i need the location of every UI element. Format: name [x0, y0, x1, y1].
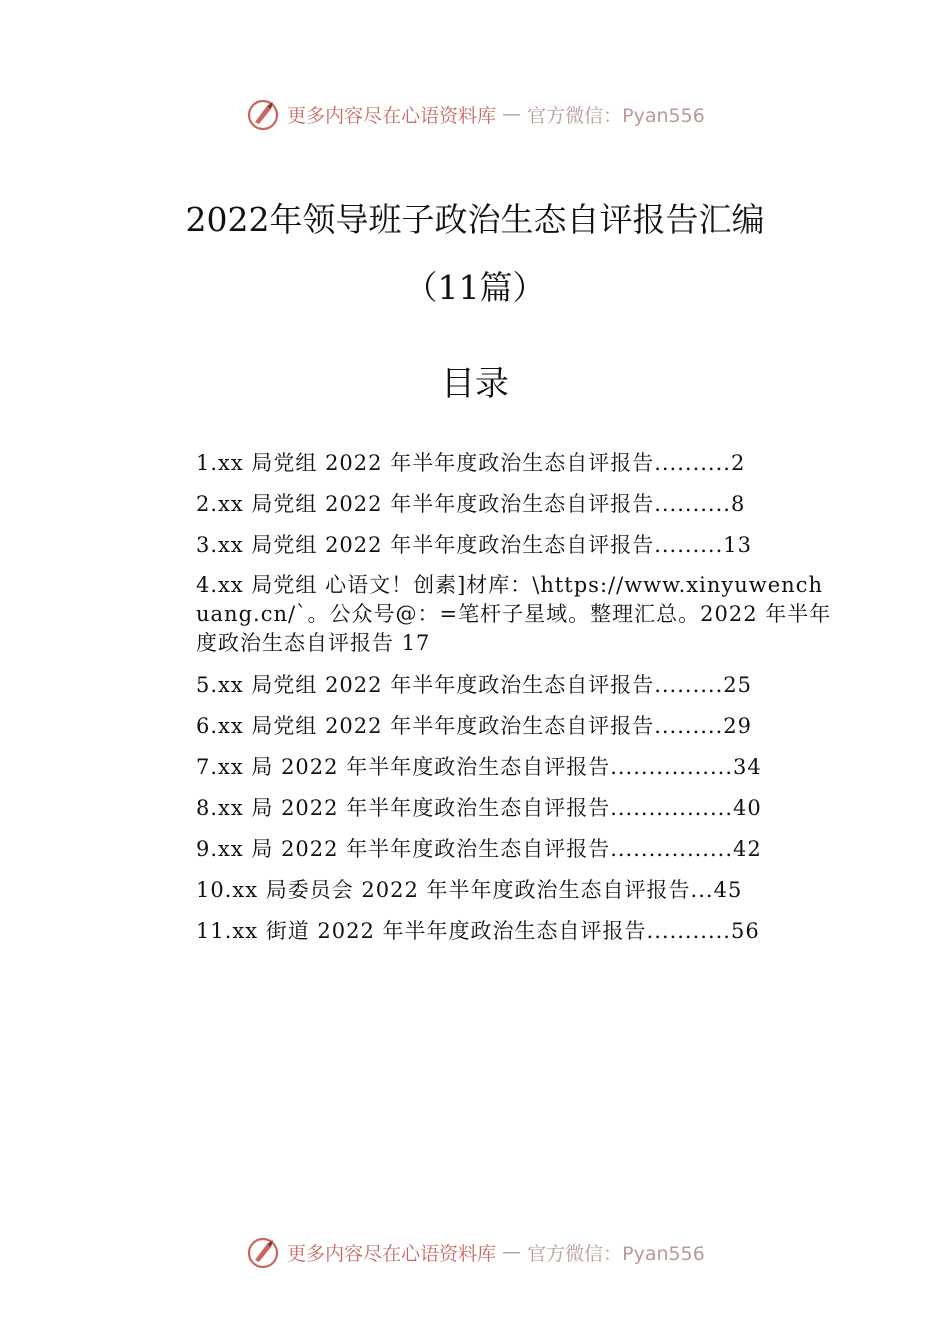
toc-entry-text: 2.xx 局党组 2022 年半年度政治生态自评报告..........8 — [196, 492, 746, 516]
toc-entry-text: 8.xx 局 2022 年半年度政治生态自评报告................40 — [196, 796, 762, 820]
toc-entry-7[interactable] — [196, 752, 836, 793]
watermark-text: 更多内容尽在心语资料库 — [287, 104, 497, 127]
toc-entry-text: 7.xx 局 2022 年半年度政治生态自评报告................34 — [196, 755, 762, 779]
toc-entry-text: 5.xx 局党组 2022 年半年度政治生态自评报告.........25 — [196, 673, 752, 697]
toc-entry-text: 1.xx 局党组 2022 年半年度政治生态自评报告..........2 — [196, 451, 746, 475]
toc-entry-text: 10.xx 局委员会 2022 年半年度政治生态自评报告...45 — [196, 878, 743, 902]
toc-entry-text: 11.xx 街道 2022 年半年度政治生态自评报告...........56 — [196, 919, 760, 943]
quill-circle-icon — [245, 1234, 281, 1270]
watermark-text: 更多内容尽在心语资料库 — [287, 1242, 497, 1265]
table-of-contents — [196, 448, 836, 957]
footer-watermark — [0, 1234, 950, 1270]
toc-entry-9[interactable] — [196, 834, 836, 875]
header-watermark — [0, 96, 950, 132]
watermark-wechat: 官方微信：Pyan556 — [527, 1242, 705, 1265]
toc-entry-text: 6.xx 局党组 2022 年半年度政治生态自评报告.........29 — [196, 714, 752, 738]
toc-entry-6[interactable] — [196, 711, 836, 752]
toc-entry-10[interactable] — [196, 875, 836, 916]
toc-entry-3[interactable] — [196, 530, 836, 571]
toc-entry-4[interactable] — [196, 571, 836, 658]
document-subtitle: （11篇） — [404, 268, 546, 307]
watermark-wechat: 官方微信：Pyan556 — [527, 104, 705, 127]
watermark-separator: — — [502, 103, 522, 125]
toc-entry-text: 4.xx 局党组 心语文！创素]材库：\https://www.xinyuwenchuang.cn/`。公众号@：=笔杆子星域。整理汇总。2022 年半年度政治生态自评报告 17 — [196, 573, 832, 655]
toc-entry-5[interactable] — [196, 670, 836, 711]
toc-entry-11[interactable] — [196, 916, 836, 957]
quill-circle-icon — [245, 96, 281, 132]
watermark-separator: — — [502, 1241, 522, 1263]
toc-heading: 目录 — [441, 364, 509, 404]
toc-entry-8[interactable] — [196, 793, 836, 834]
document-title: 2022年领导班子政治生态自评报告汇编 — [185, 200, 765, 239]
toc-entry-text: 9.xx 局 2022 年半年度政治生态自评报告................42 — [196, 837, 762, 861]
toc-entry-1[interactable] — [196, 448, 836, 489]
toc-entry-text: 3.xx 局党组 2022 年半年度政治生态自评报告.........13 — [196, 533, 752, 557]
toc-entry-2[interactable] — [196, 489, 836, 530]
